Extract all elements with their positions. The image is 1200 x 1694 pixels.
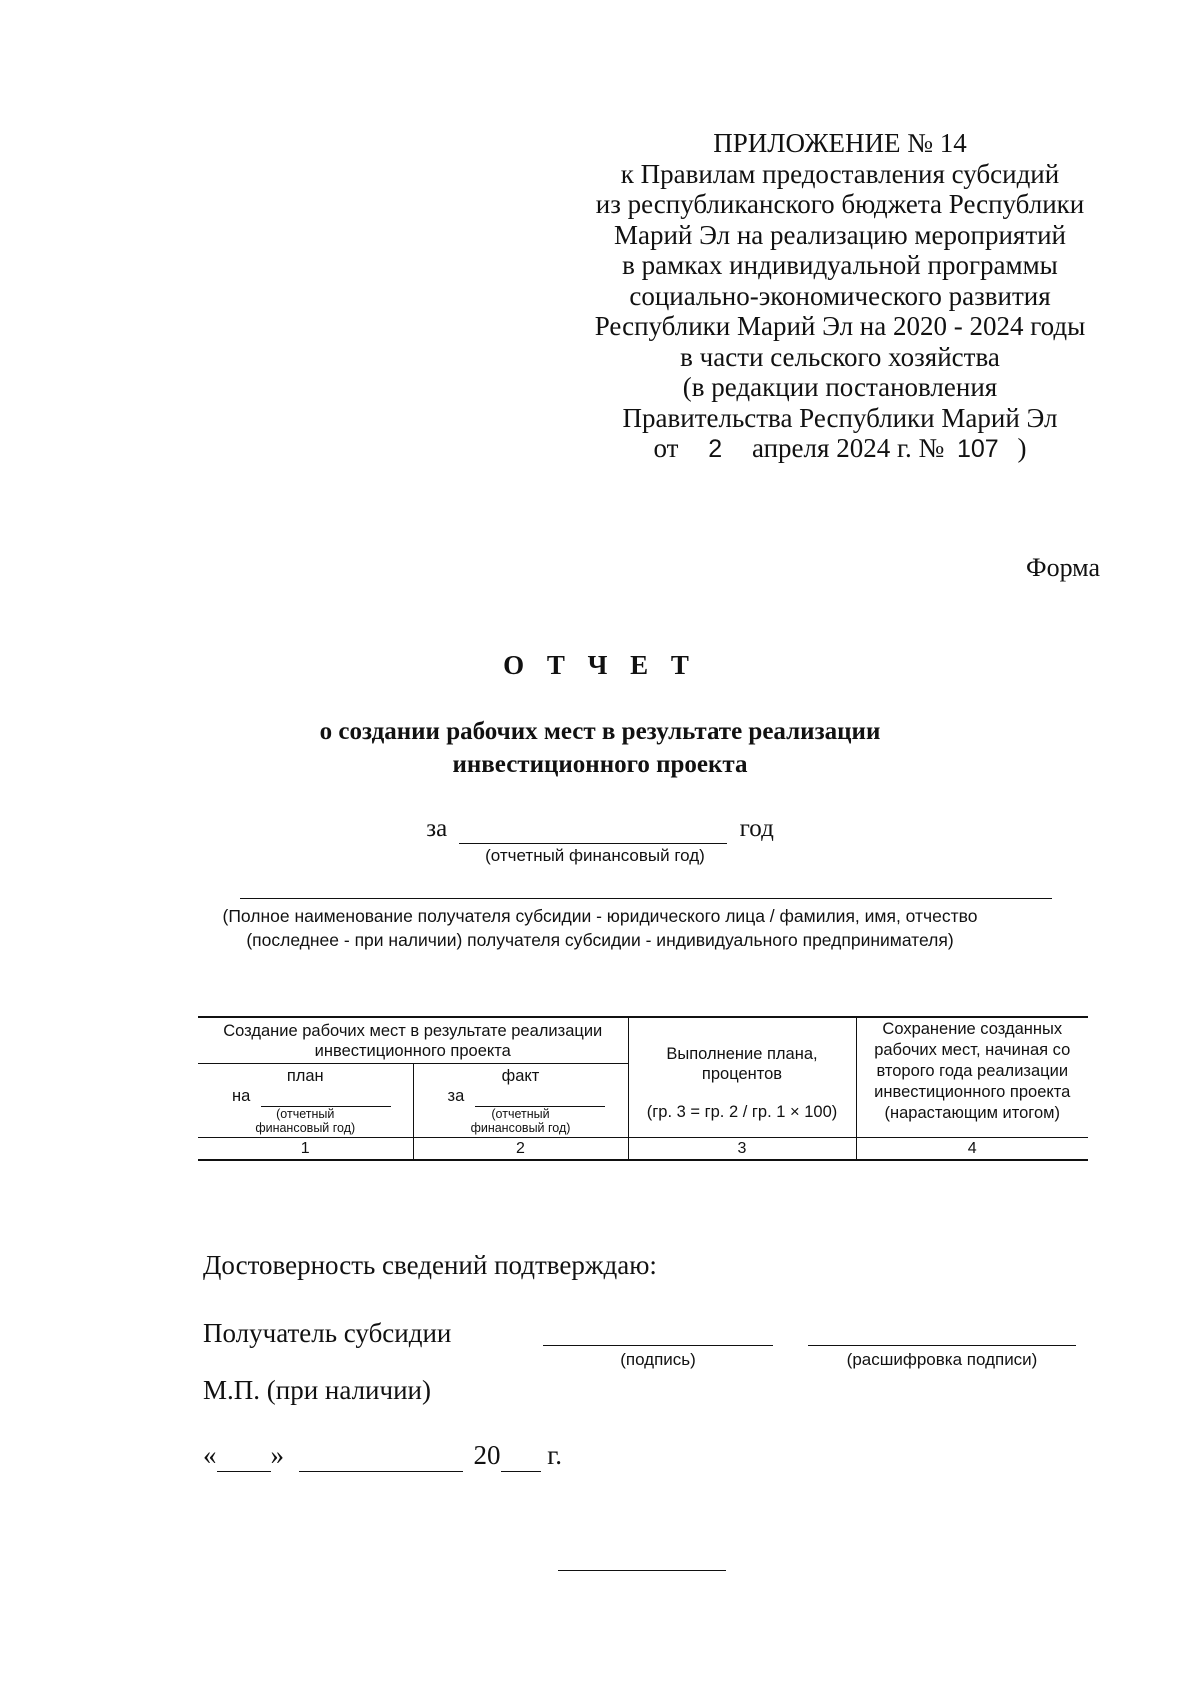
subtitle-line: инвестиционного проекта xyxy=(452,751,748,778)
year-suffix: г. xyxy=(547,1440,563,1470)
appendix-line: в рамках индивидуальной программы xyxy=(622,250,1058,280)
appendix-line: к Правилам предоставления субсидий xyxy=(620,158,1060,189)
period-suffix: год xyxy=(739,815,774,842)
group-header-cell: Создание рабочих мест в результате реализации инвестиционного проекта xyxy=(198,1017,628,1064)
period-blank[interactable] xyxy=(459,815,727,844)
year-prefix: 20 xyxy=(473,1440,501,1470)
signing-date-line xyxy=(203,1440,562,1472)
col3-header: Выполнение плана, процентов xyxy=(666,1045,818,1083)
col3-formula: (гр. 3 = гр. 2 / гр. 1 × 100) xyxy=(646,1103,838,1121)
date-close: ) xyxy=(1017,433,1027,463)
column-number: 2 xyxy=(413,1138,628,1161)
day-blank[interactable] xyxy=(217,1440,271,1472)
plan-period-blank[interactable] xyxy=(261,1086,391,1107)
signature-decode-hint: (расшифровка подписи) xyxy=(846,1350,1038,1369)
appendix-line: в части сельского хозяйства xyxy=(680,341,1000,372)
appendix-line: Марий Эл на реализацию мероприятий xyxy=(613,219,1067,250)
period-prefix: за xyxy=(426,815,448,842)
recipient-name-hint xyxy=(0,904,1200,952)
table-header-row xyxy=(198,1017,1088,1064)
fact-period-blank[interactable] xyxy=(475,1086,605,1107)
column-number: 3 xyxy=(628,1138,856,1161)
period-line xyxy=(0,815,1200,866)
recipient-name-line[interactable] xyxy=(240,898,1052,899)
fact-period-hint: (отчетный xyxy=(491,1107,550,1121)
stamp-label: М.П. (при наличии) xyxy=(203,1375,431,1405)
recipient-hint-line: (последнее - при наличии) получателя субсидии - индивидуального предпринимателя) xyxy=(246,930,954,950)
close-quote: » xyxy=(270,1440,284,1470)
column-number: 4 xyxy=(856,1138,1088,1161)
report-title: О Т Ч Е Т xyxy=(503,650,697,680)
period-hint: (отчетный финансовый год) xyxy=(485,846,705,865)
appendix-line: социально-экономического развития xyxy=(629,280,1051,311)
date-day: 2 xyxy=(708,435,723,463)
plan-label: план xyxy=(286,1067,324,1085)
report-table xyxy=(198,1016,1088,1161)
signature-field[interactable] xyxy=(543,1325,773,1346)
appendix-line: ПРИЛОЖЕНИЕ № 14 xyxy=(713,128,967,158)
appendix-line: Правительства Республики Марий Эл xyxy=(622,402,1058,433)
fact-period-hint: финансовый год) xyxy=(470,1121,571,1135)
fact-period-prefix: за xyxy=(447,1087,465,1105)
recipient-hint-line: (Полное наименование получателя субсидии - юридического лица / фамилия, имя, отчество xyxy=(222,906,978,926)
fact-period xyxy=(418,1086,624,1107)
fact-label: факт xyxy=(501,1067,540,1085)
plan-period-hint: (отчетный xyxy=(276,1107,335,1121)
end-of-document-rule xyxy=(558,1570,726,1571)
appendix-header xyxy=(560,128,1120,465)
col4-header-cell: Сохранение созданных рабочих мест, начиная со второго года реализации инвестиционного проекта (нарастающим итогом) xyxy=(856,1017,1088,1138)
plan-period-hint: финансовый год) xyxy=(255,1121,356,1135)
subtitle-line: о создании рабочих мест в результате реализации xyxy=(319,718,881,745)
report-subtitle xyxy=(0,715,1200,781)
recipient-label: Получатель субсидии xyxy=(203,1318,452,1348)
plan-cell xyxy=(198,1064,413,1138)
appendix-line: (в редакции постановления xyxy=(682,372,998,402)
appendix-line: из республиканского бюджета Республики xyxy=(595,189,1085,219)
plan-period-prefix: на xyxy=(232,1087,251,1105)
form-label: Форма xyxy=(1026,553,1100,582)
signature-decode-field[interactable] xyxy=(808,1325,1076,1346)
appendix-date-line xyxy=(560,433,1120,465)
year-blank[interactable] xyxy=(501,1440,541,1472)
date-prefix: от xyxy=(653,433,679,463)
date-number: 107 xyxy=(956,435,999,463)
fact-cell xyxy=(413,1064,628,1138)
signature-hint: (подпись) xyxy=(620,1350,696,1369)
date-rest: апреля 2024 г. № xyxy=(751,433,945,463)
confirmation-text: Достоверность сведений подтверждаю: xyxy=(203,1250,657,1280)
month-blank[interactable] xyxy=(299,1440,463,1472)
plan-period xyxy=(202,1086,409,1107)
col3-header-cell xyxy=(628,1017,856,1138)
column-number-row xyxy=(198,1138,1088,1161)
column-number: 1 xyxy=(198,1138,413,1161)
appendix-line: Республики Марий Эл на 2020 - 2024 годы xyxy=(594,311,1086,341)
open-quote: « xyxy=(203,1440,217,1470)
